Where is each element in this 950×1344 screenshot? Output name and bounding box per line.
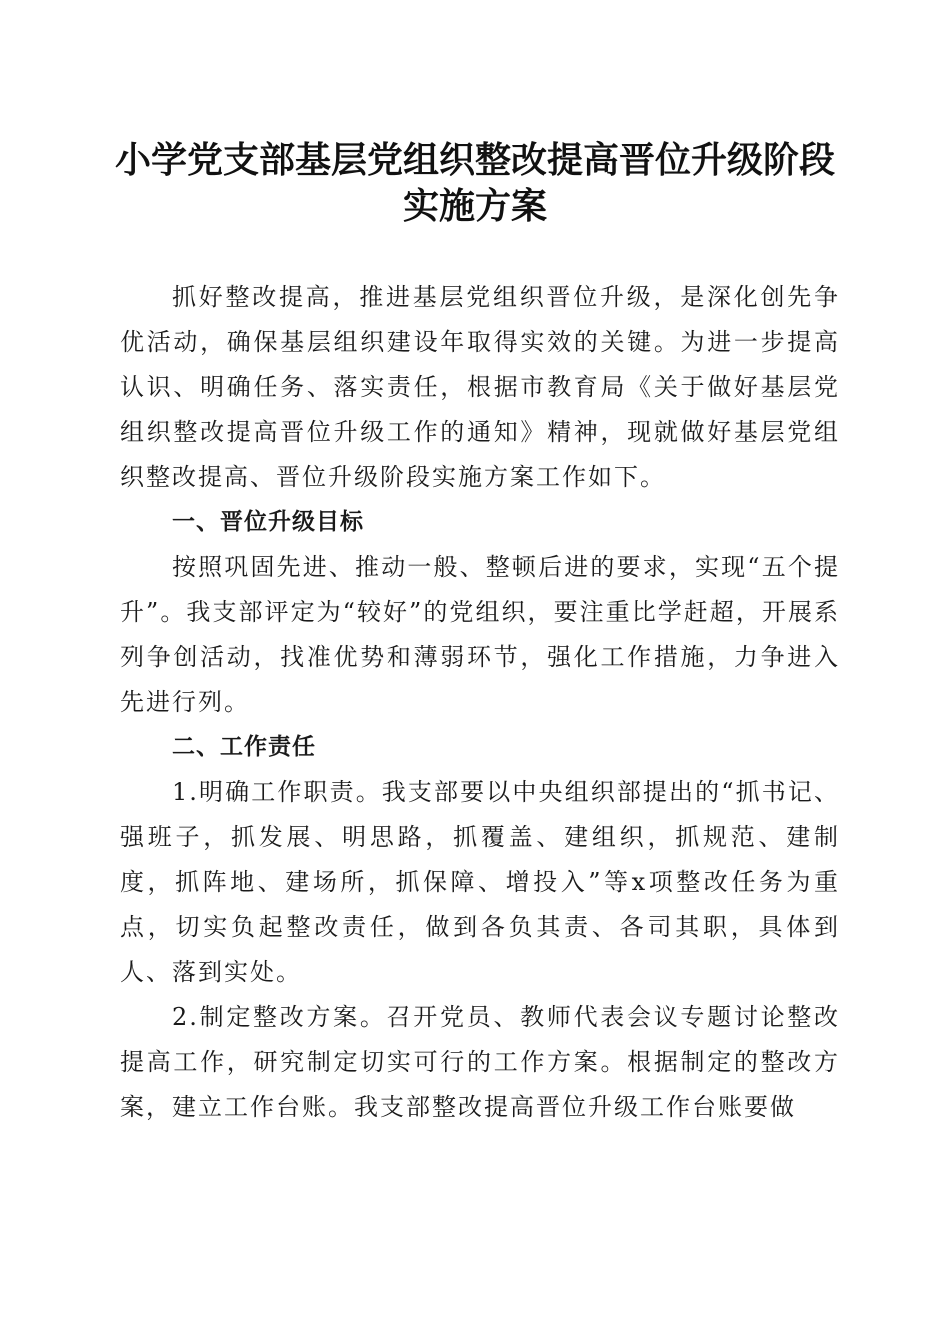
document-title-line1: 小学党支部基层党组织整改提高晋位升级阶段 [114,139,835,181]
document-body [120,275,840,1130]
section2-heading: 二、工作责任 [172,734,316,760]
section1-heading: 一、晋位升级目标 [172,509,364,535]
intro-paragraph: 抓好整改提高，推进基层党组织晋位升级，是深化创先争优活动，确保基层组织建设年取得实效的关键。为进一步提高认识、明确任务、落实责任，根据市教育局《关于做好基层党组织整改提高晋位升级工作的通知》精神，现就做好基层党组织整改提高、晋位升级阶段实施方案工作如下。 [120,283,840,491]
item2-paragraph: 2.制定整改方案。召开党员、教师代表会议专题讨论整改提高工作，研究制定切实可行的工作方案。根据制定的整改方案，建立工作台账。我支部整改提高晋位升级工作台账要做 [120,1003,840,1121]
document-title-line2: 实施方案 [402,185,547,227]
section1-paragraph: 按照巩固先进、推动一般、整顿后进的要求，实现“五个提升”。我支部评定为“较好”的党组织，要注重比学赶超，开展系列争创活动，找准优势和薄弱环节，强化工作措施，力争进入先进行列。 [120,553,840,716]
item1-paragraph: 1.明确工作职责。我支部要以中央组织部提出的“抓书记、强班子，抓发展、明思路，抓覆盖、建组织，抓规范、建制度，抓阵地、建场所，抓保障、增投入”等x项整改任务为重点，切实负起整改责任，做到各负其责、各司其职，具体到人、落到实处。 [120,778,840,986]
